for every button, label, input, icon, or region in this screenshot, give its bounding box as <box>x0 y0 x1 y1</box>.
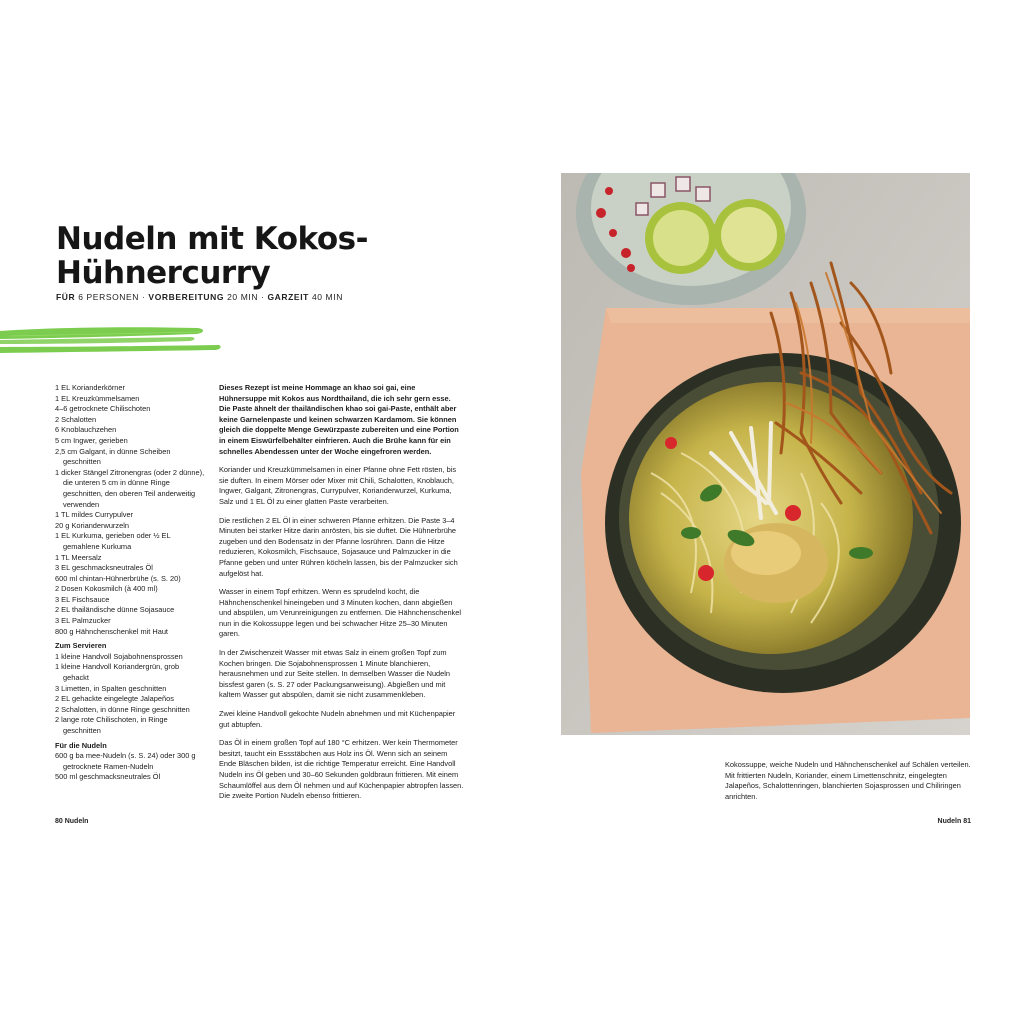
method-text <box>219 383 464 810</box>
ingredient-item: 1 EL Kreuzkümmelsamen <box>55 393 140 403</box>
photo-caption: Kokossuppe, weiche Nudeln und Hähnchenschenkel auf Schälen verteilen. Mit frittierten Nudeln, Koriander, einem Limettenschnitz, eingelegten Jalapeños, Schalottenringen, blanchierten Sojasprossen und Chiliringen anrichten. <box>725 760 971 801</box>
servings-label: FÜR <box>56 292 76 302</box>
meta-separator: · <box>261 292 265 302</box>
recipe-title-line-1: Nudeln mit Kokos- <box>56 221 368 257</box>
ingredient-item: 800 g Hähnchenschenkel mit Haut <box>55 626 168 636</box>
ingredient-item: 1 TL mildes Currypulver <box>55 510 134 520</box>
noodle-item: 500 ml geschmacksneutrales Öl <box>55 772 161 782</box>
ingredient-item: 3 EL Palmzucker <box>55 616 111 626</box>
serving-item: 1 kleine Handvoll Koriandergrün, grob gehackt <box>55 662 180 683</box>
servings-value: 6 PERSONEN <box>78 292 140 302</box>
ingredient-item: 1 dicker Stängel Zitronengras (oder 2 dünne), die unteren 5 cm in dünne Ringe geschnitten, den oberen Teil anderweitig verwenden <box>55 467 205 509</box>
main-ingredients <box>55 383 205 637</box>
cook-value: 40 MIN <box>311 292 343 302</box>
method-step: In der Zwischenzeit Wasser mit etwas Salz in einem großen Topf zum Kochen bringen. Die Sojabohnensprossen 1 Minute blanchieren, herausnehmen und zur Seite stellen. In demselben Wasser die Nudeln bissfest garen (s. S. 27 oder Packungsanweisung). Abgießen und mit kaltem Wasser gut abspülen, damit sie nicht zusammenkleben. <box>219 648 451 700</box>
ingredient-item: 1 EL Kurkuma, gerieben oder ½ EL gemahlene Kurkuma <box>55 531 171 551</box>
cook-label: GARZEIT <box>267 292 309 302</box>
ingredient-item: 2 EL thailändische dünne Sojasauce <box>55 605 175 615</box>
method-step: Koriander und Kreuzkümmelsamen in einer Pfanne ohne Fett rösten, bis sie duften. In einem Mörser oder Mixer mit Chili, Schalotten, Knoblauch, Ingwer, Galgant, Zitronengras, Currypulver, Korianderwurzel, Kurkuma, Salz und 1 EL Öl zu einer glatten Paste verarbeiten. <box>219 465 457 506</box>
ingredient-item: 6 Knoblauchzehen <box>55 425 117 435</box>
serving-item: 2 lange rote Chilischoten, in Ringe geschnitten <box>55 715 168 735</box>
page-folio-right: Nudeln 81 <box>937 818 971 825</box>
ingredient-item: 2,5 cm Galgant, in dünne Scheiben geschnitten <box>55 446 171 467</box>
serving-item: 2 EL gehackte eingelegte Jalapeños <box>55 694 174 704</box>
ingredient-item: 2 Schalotten <box>55 414 97 424</box>
ingredient-item: 3 EL geschmacksneutrales Öl <box>55 563 153 573</box>
noodles-heading: Für die Nudeln <box>55 740 107 750</box>
food-photo <box>561 173 970 735</box>
method-step: Das Öl in einem großen Topf auf 180 °C erhitzen. Wer kein Thermometer besitzt, taucht ein Essstäbchen aus Holz ins Öl. Wenn sich an seinem Ende Bläschen bilden, ist die richtige Temperatur erreicht. Eine Handvoll Nudeln ins Öl geben und 30–60 Sekunden goldbraun frittieren. Mit einem Schaumlöffel aus dem Öl nehmen und auf Küchenpapier abtropfen lassen. Die zweite Portion Nudeln ebenso frittieren. <box>219 738 464 801</box>
prep-value: 20 MIN <box>227 292 259 302</box>
prep-label: VORBEREITUNG <box>148 292 225 302</box>
method-step: Wasser in einem Topf erhitzen. Wenn es sprudelnd kocht, die Hähnchenschenkel hineingeben und 3 Minuten kochen, dann abgießen und abspülen, um Verunreinigungen zu entfernen. Die Hähnchenschenkel nun in die Kokossuppe legen und bei schwacher Hitze 25–30 Minuten garen. <box>219 587 462 639</box>
recipe-title <box>56 222 368 290</box>
method-step: Die restlichen 2 EL Öl in einer schweren Pfanne erhitzen. Die Paste 3–4 Minuten bei starker Hitze darin anrösten, bis sie duftet. Die Hühnerbrühe zugeben und den Bodensatz in der Pfanne losrühren. Dann die Hitze reduzieren, Kokosmilch, Fischsauce, Sojasauce und Palmzucker in die Pfanne geben und unter Rühren köcheln lassen, bis der Palmzucker sich aufgelöst hat. <box>219 515 458 578</box>
recipe-title-line-2: Hühnercurry <box>56 255 271 291</box>
meta-separator: · <box>142 292 146 302</box>
ingredient-item: 1 EL Korianderkörner <box>55 383 125 392</box>
ingredient-item: 1 TL Meersalz <box>55 552 102 562</box>
ingredient-item: 3 EL Fischsauce <box>55 594 110 604</box>
ingredient-item: 4–6 getrocknete Chilischoten <box>55 404 151 414</box>
noodle-ingredients <box>55 751 205 783</box>
method-steps <box>219 465 464 802</box>
method-step: Zwei kleine Handvoll gekochte Nudeln abnehmen und mit Küchenpapier gut abtupfen. <box>219 709 456 729</box>
ingredient-item: 5 cm Ingwer, gerieben <box>55 435 128 445</box>
ingredient-item: 20 g Korianderwurzeln <box>55 520 129 530</box>
ingredient-item: 600 ml chintan-Hühnerbrühe (s. S. 20) <box>55 573 181 583</box>
serving-ingredients <box>55 652 205 737</box>
serving-item: 3 Limetten, in Spalten geschnitten <box>55 683 167 693</box>
recipe-meta <box>56 292 343 302</box>
intro-paragraph: Dieses Rezept ist meine Hommage an khao soi gai, eine Hühnersuppe mit Kokos aus Nordthailand, die ich sehr gern esse. Die Paste ähnelt der thailändischen khao soi gai-Paste, enthält aber keine Garnelenpaste und keinen schwarzen Kardamom. Sie können gleich die doppelte Menge Gewürzpaste zubereiten und eine Portion in einem Eiswürfelbehälter einfrieren. Auch die Brühe kann für ein schnelles Abendessen unter der Woche eingefroren werden. <box>219 383 459 456</box>
serving-item: 2 Schalotten, in dünne Ringe geschnitten <box>55 704 190 714</box>
green-brush-stroke-icon <box>0 322 222 358</box>
serving-heading: Zum Servieren <box>55 641 107 651</box>
bowl-of-coconut-curry-noodles-icon <box>561 173 970 735</box>
page-folio-left: 80 Nudeln <box>55 818 89 825</box>
ingredient-item: 2 Dosen Kokosmilch (à 400 ml) <box>55 584 158 594</box>
serving-item: 1 kleine Handvoll Sojabohnensprossen <box>55 651 183 661</box>
ingredient-list <box>55 383 205 783</box>
noodle-item: 600 g ba mee-Nudeln (s. S. 24) oder 300 g getrocknete Ramen-Nudeln <box>55 751 196 771</box>
